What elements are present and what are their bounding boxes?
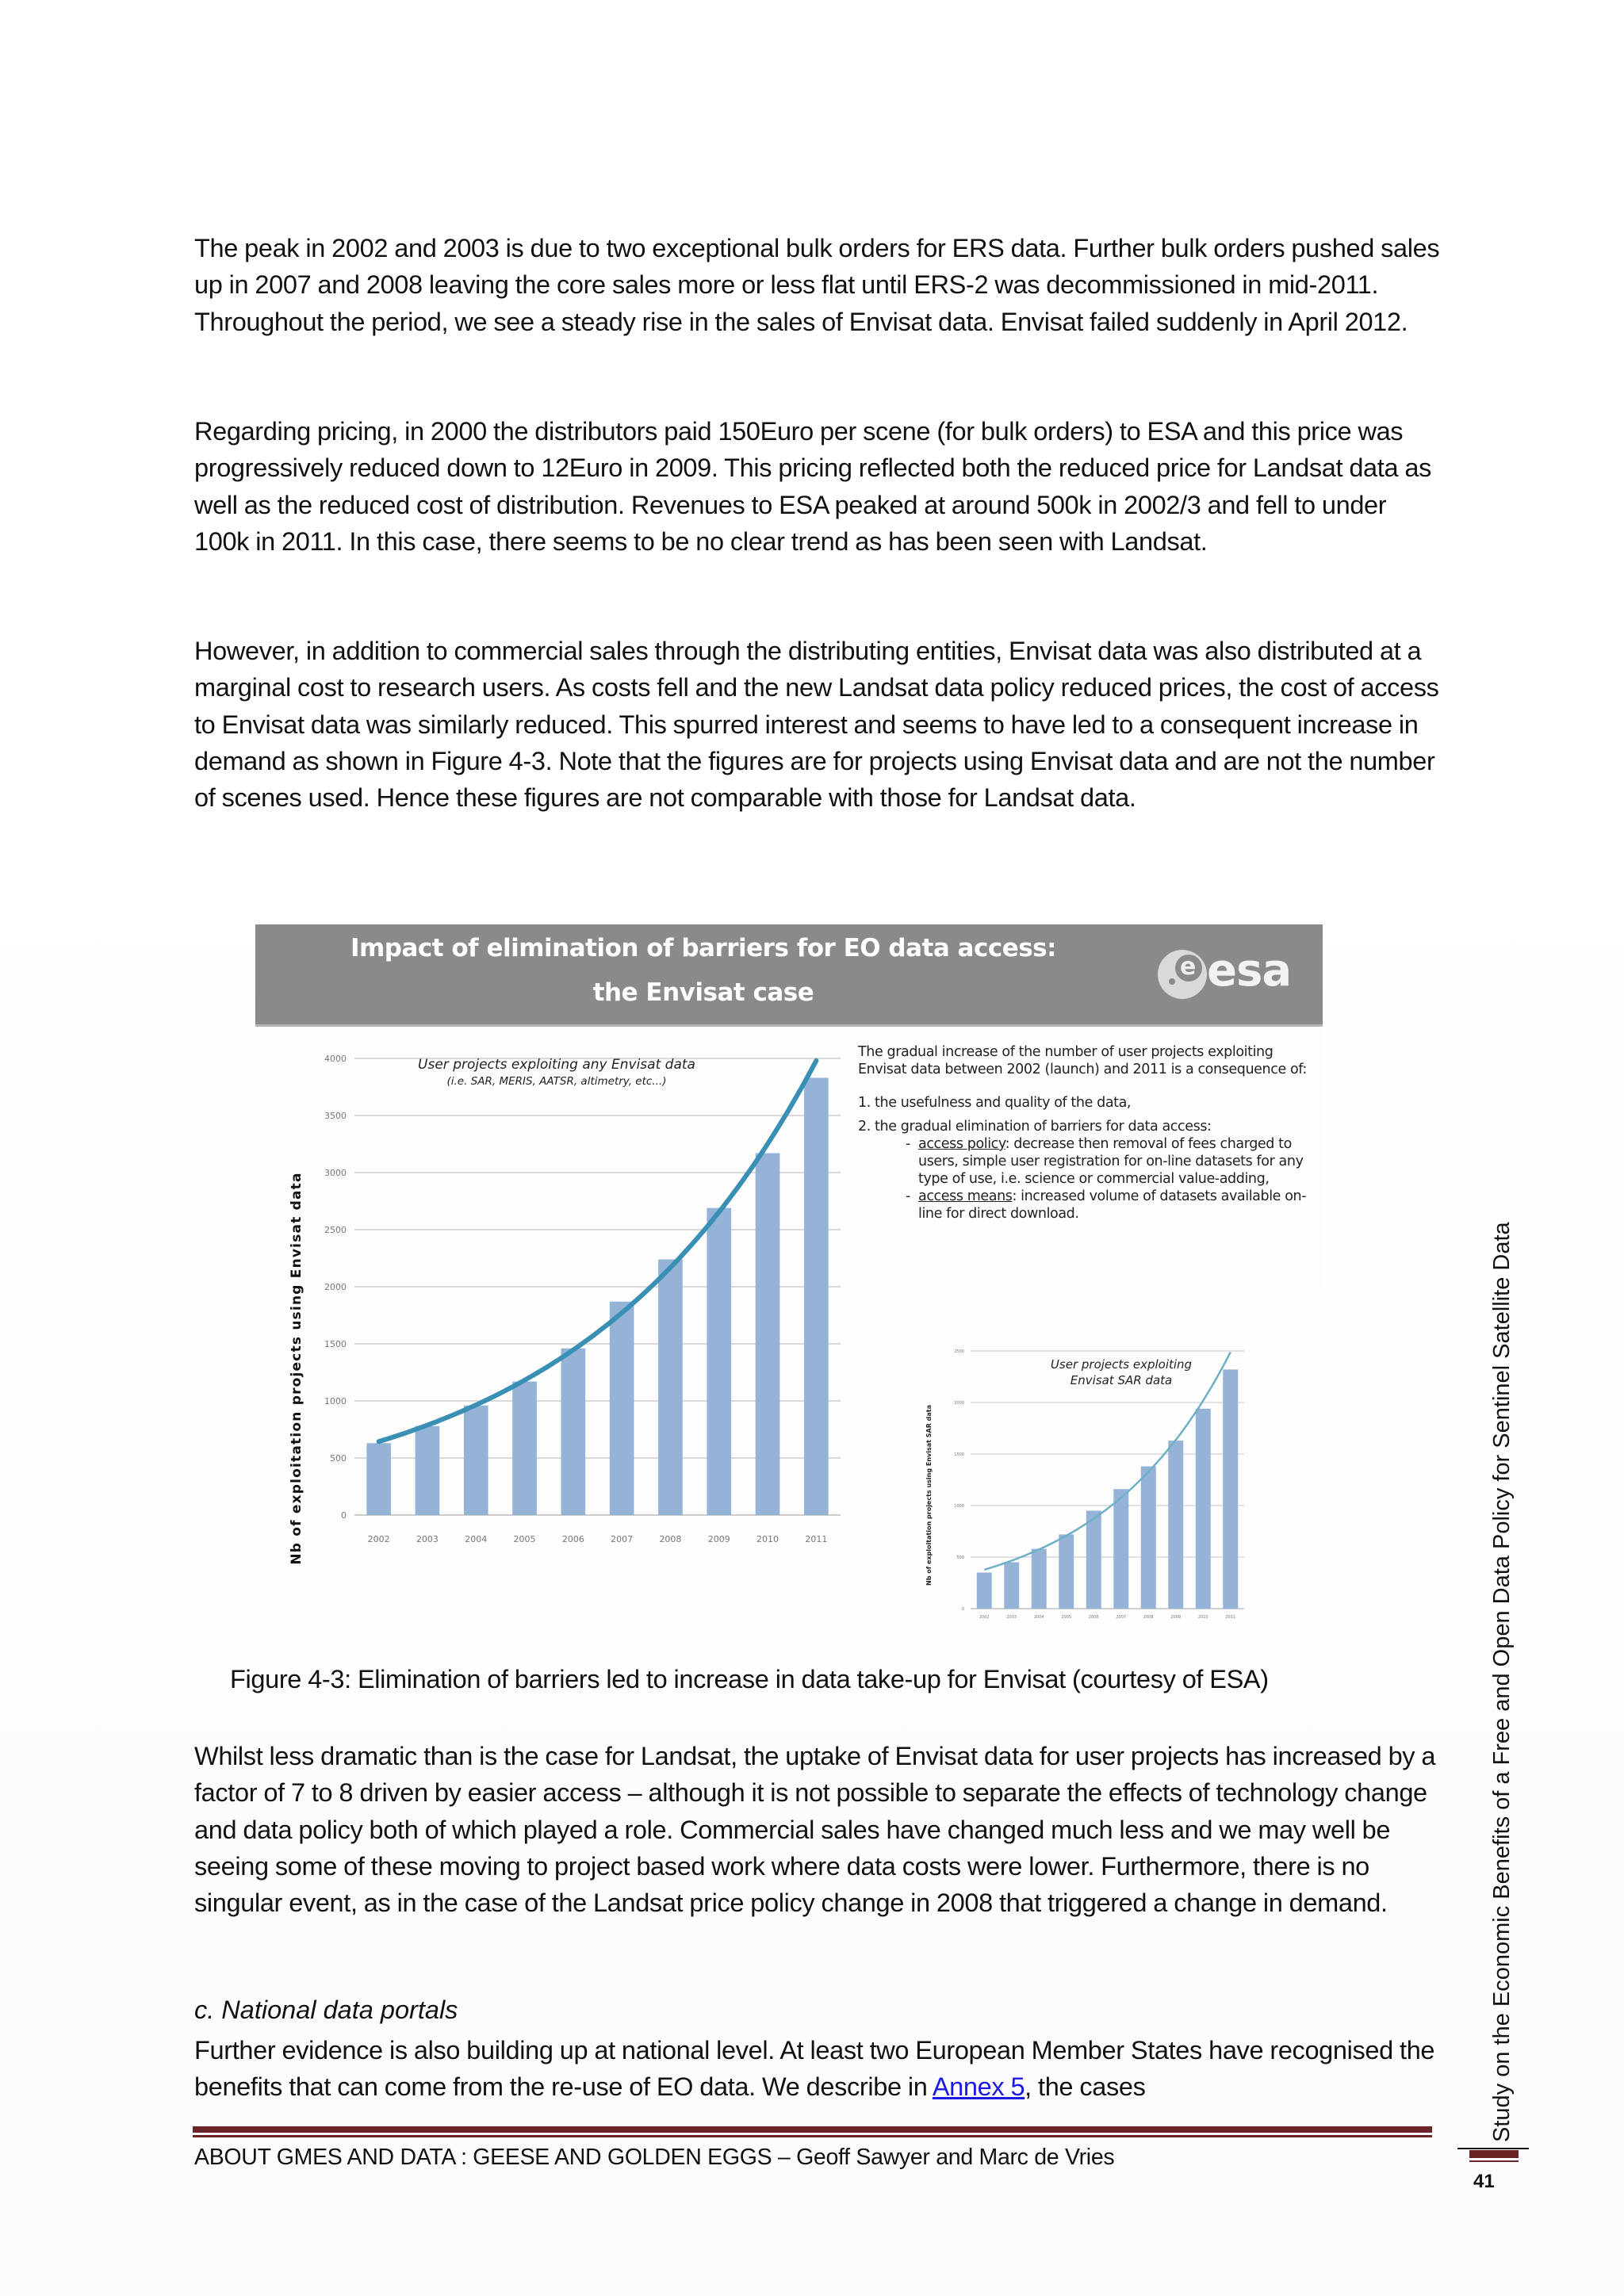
bar-2010 [756,1154,780,1515]
y-tick-label: 1000 [954,1503,964,1509]
bar-2003 [416,1426,440,1515]
main-chart-y-ticks [324,1054,347,1521]
small-chart-bars [977,1369,1238,1609]
y-tick-label: 2500 [954,1349,964,1354]
figure-notes-intro: The gradual increase of the number of user projects exploiting Envisat data between 2002 (launch) and 2011 is a consequence of: [858,1044,1307,1077]
bar-2006 [561,1349,586,1515]
bar-2004 [1032,1549,1047,1609]
main-chart-y-axis-label: Nb of exploitation projects using Envisat data [289,1172,304,1565]
esa-logo-text: esa [1207,945,1292,997]
figure-caption: Figure 4-3: Elimination of barriers led to increase in data take-up for Envisat (courtesy of ESA) [230,1665,1269,1693]
x-tick-label: 2011 [805,1534,828,1544]
y-tick-label: 0 [341,1510,347,1521]
page-number: 41 [1473,2171,1495,2192]
bar-2004 [464,1406,488,1515]
bar-2009 [1168,1441,1183,1609]
main-chart-subtitle: (i.e. SAR, MERIS, AATSR, altimetry, etc...) [446,1075,667,1088]
x-tick-label: 2007 [1116,1615,1127,1620]
figure-notes-access-policy: - access policy: decrease then removal of fees charged to users, simple user registration for on-line datasets for any type of use, i.e. science or commercial value-adding, [906,1135,1310,1188]
y-tick-label: 0 [961,1606,964,1612]
paragraph-ers-peak: The peak in 2002 and 2003 is due to two exceptional bulk orders for ERS data. Further bulk orders pushed sales up in 2007 and 2008 leaving the core sales more or less flat until ERS-2 was decommissioned in mid-2011. Throughout the period, we see a steady rise in the sales of Envisat data. Envisat failed suddenly in April 2012. [194,234,1440,336]
x-tick-label: 2011 [1225,1615,1236,1620]
page-number-bar-thin [1469,2160,1519,2162]
main-chart-x-ticks [368,1534,828,1544]
main-chart-trendline [379,1061,817,1442]
bar-2009 [707,1208,731,1515]
y-tick-label: 500 [956,1555,964,1560]
figure-4-3 [255,924,1323,1638]
bar-2005 [1059,1534,1074,1609]
esa-logo [1151,942,1310,1008]
footer-rule-thick [193,2126,1432,2133]
x-tick-label: 2004 [465,1534,488,1544]
x-tick-label: 2007 [611,1534,634,1544]
small-chart-y-ticks [954,1349,964,1612]
figure-banner-title-line1: Impact of elimination of barriers for EO data access: [350,934,1057,962]
main-chart-bars [366,1077,828,1515]
esa-logo-e: e [1180,953,1197,981]
bar-2008 [1141,1467,1156,1609]
x-tick-label: 2005 [513,1534,536,1544]
small-chart-envisat-sar-projects [907,1337,1256,1638]
x-tick-label: 2010 [756,1534,779,1544]
x-tick-label: 2006 [561,1534,584,1544]
y-tick-label: 1500 [954,1452,964,1457]
figure-notes [858,1043,1310,1223]
figure-banner-title-line2: the Envisat case [592,978,814,1007]
bar-2005 [512,1382,537,1515]
bar-2002 [977,1573,992,1609]
x-tick-label: 2009 [707,1534,730,1544]
x-tick-label: 2003 [416,1534,439,1544]
y-tick-label: 500 [330,1452,347,1464]
bar-2002 [366,1443,391,1515]
footer-running-title: ABOUT GMES AND DATA : GEESE AND GOLDEN EGGS – Geoff Sawyer and Marc de Vries [194,2145,1115,2170]
side-running-title: Study on the Economic Benefits of a Free and Open Data Policy for Sentinel Satellite Data [1489,1222,1515,2142]
small-chart-title-line1: User projects exploiting [1050,1357,1193,1372]
section-heading-national-data-portals: c. National data portals [194,1996,458,2024]
y-tick-label: 2000 [324,1281,347,1292]
x-tick-label: 2008 [659,1534,682,1544]
access-policy-label: access policy [918,1136,1005,1152]
figure-notes-item-1: 1. the usefulness and quality of the data, [858,1095,1132,1111]
main-chart-envisat-projects [255,1031,858,1618]
bar-2011 [804,1077,829,1515]
figure-notes-access-means: - access means: increased volume of datasets available on-line for direct download. [906,1188,1310,1223]
y-tick-label: 1500 [324,1338,347,1349]
y-tick-label: 3500 [324,1110,347,1121]
page-number-bar-thick [1469,2150,1519,2158]
x-tick-label: 2005 [1061,1615,1072,1620]
x-tick-label: 2008 [1143,1615,1154,1620]
y-tick-label: 1000 [324,1395,347,1406]
x-tick-label: 2004 [1033,1615,1044,1620]
figure-banner [255,924,1323,1027]
small-chart-y-axis-label: Nb of exploitation projects using Envisat SAR data [925,1404,933,1586]
x-tick-label: 2006 [1088,1615,1099,1620]
bar-2007 [1113,1489,1128,1609]
main-chart-title: User projects exploiting any Envisat data [418,1057,695,1073]
y-tick-label: 4000 [324,1053,347,1064]
page-number-rule [1457,2148,1529,2149]
x-tick-label: 2009 [1170,1615,1182,1620]
paragraph-research-users: However, in addition to commercial sales through the distributing entities, Envisat data was also distributed at a marginal cost to research users. As costs fell and the new Landsat data policy reduced prices, the cost of access to Envisat data was similarly reduced. This spurred interest and seems to have led to a consequent increase in demand as shown in Figure 4-3. Note that the figures are for projects using Envisat data and are not the number of scenes used. Hence these figures are not comparable with those for Landsat data. [194,637,1439,813]
y-tick-label: 2000 [954,1400,964,1406]
small-chart-title-line2: Envisat SAR data [1070,1373,1173,1387]
x-tick-label: 2010 [1197,1615,1208,1620]
paragraph-pricing: Regarding pricing, in 2000 the distributors paid 150Euro per scene (for bulk orders) to ESA and this price was progressively reduced down to 12Euro in 2009. This pricing reflected both the reduced price for Landsat data as well as the reduced cost of distribution. Revenues to ESA peaked at around 500k in 2002/3 and fell to under 100k in 2011. In this case, there seems to be no clear trend as has been seen with Landsat. [194,417,1431,556]
bar-2011 [1223,1369,1238,1609]
access-means-label: access means [918,1188,1013,1204]
bar-2007 [610,1302,634,1515]
footer-rule-thin [193,2135,1432,2137]
figure-notes-item-2: 2. the gradual elimination of barriers for data access: [858,1119,1212,1135]
x-tick-label: 2002 [367,1534,390,1544]
y-tick-label: 3000 [324,1167,347,1178]
y-tick-label: 2500 [324,1224,347,1235]
bar-2006 [1086,1511,1101,1609]
bar-2008 [658,1259,683,1515]
annex-5-link[interactable]: Annex 5 [932,2072,1025,2102]
paragraph-national-evidence: Further evidence is also building up at national level. At least two European Member States have recognised the benefits that can come from the re-use of EO data. We describe in Annex 5, the cases [194,2036,1435,2102]
small-chart-x-ticks [979,1615,1235,1620]
x-tick-label: 2002 [979,1615,990,1620]
bar-2003 [1004,1563,1019,1609]
x-tick-label: 2003 [1006,1615,1017,1620]
paragraph-envisat-uptake: Whilst less dramatic than is the case for Landsat, the uptake of Envisat data for user projects has increased by a factor of 7 to 8 driven by easier access – although it is not possible to separate the effects of technology change and data policy both of which played a role. Commercial sales have changed much less and we may well be seeing some of these moving to project based work where data costs were lower. Furthermore, there is no singular event, as in the case of the Landsat price policy change in 2008 that triggered a change in demand. [194,1742,1436,1918]
bar-2010 [1196,1409,1211,1609]
